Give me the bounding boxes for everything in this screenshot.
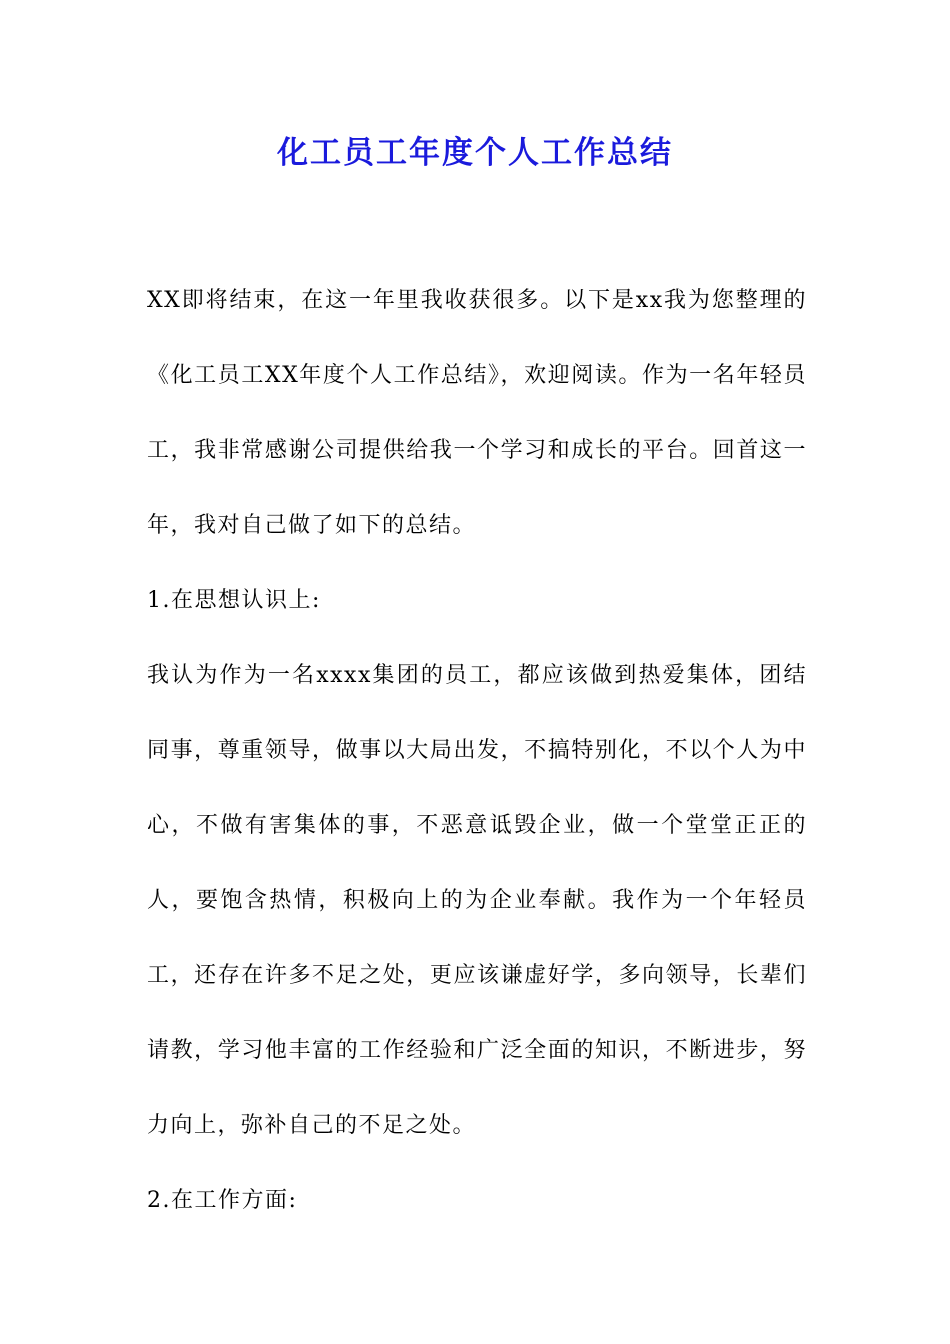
document-title: 化工员工年度个人工作总结 [277, 135, 673, 171]
section-heading-thinking: 1.在思想认识上: [147, 588, 321, 613]
section-heading-work: 2.在工作方面: [147, 1188, 298, 1213]
paragraph-intro: XX即将结束，在这一年里我收获很多。以下是xx我为您整理的《化工员工XX年度个人工作总结》，欢迎阅读。作为一名年轻员工，我非常感谢公司提供给我一个学习和成长的平台。回首这一年，我对自己做了如下的总结。 [147, 288, 807, 538]
paragraph-thinking: 我认为作为一名xxxx集团的员工，都应该做到热爱集体，团结同事，尊重领导，做事以大局出发，不搞特别化，不以个人为中心，不做有害集体的事，不恶意诋毁企业，做一个堂堂正正的人，要饱含热情，积极向上的为企业奉献。我作为一个年轻员工，还存在许多不足之处，更应该谦虚好学，多向领导，长辈们请教，学习他丰富的工作经验和广泛全面的知识，不断进步，努力向上，弥补自己的不足之处。 [147, 663, 807, 1138]
document-body [147, 263, 807, 1238]
